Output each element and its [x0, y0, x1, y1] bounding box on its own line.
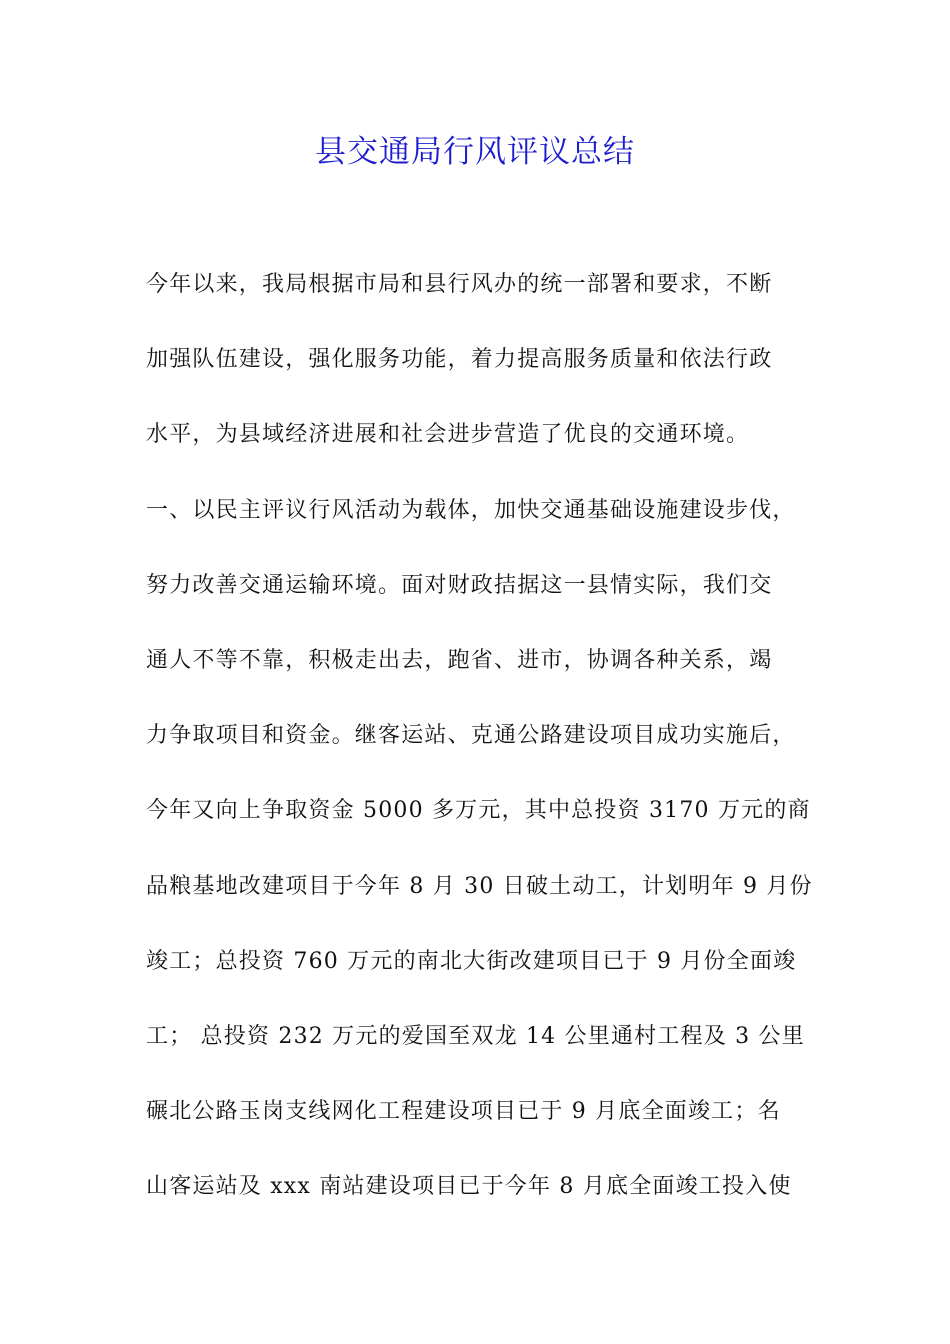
body-line: 今年又向上争取资金 5000 多万元，其中总投资 3170 万元的商: [146, 798, 811, 824]
document-body: [146, 260, 826, 1237]
body-line: 加强队伍建设，强化服务功能，着力提高服务质量和依法行政: [146, 347, 773, 373]
body-line: 竣工；总投资 760 万元的南北大街改建项目已于 9 月份全面竣: [146, 948, 797, 974]
body-line: 山客运站及 xxx 南站建设项目已于今年 8 月底全面竣工投入使: [146, 1174, 792, 1200]
body-line: 通人不等不靠，积极走出去，跑省、进市，协调各种关系，竭: [146, 647, 773, 673]
body-line: 碾北公路玉岗支线网化工程建设项目已于 9 月底全面竣工；名: [146, 1099, 781, 1125]
body-line: 品粮基地改建项目于今年 8 月 30 日破土动工，计划明年 9 月份: [146, 873, 813, 899]
body-line: 力争取项目和资金。继客运站、克通公路建设项目成功实施后，: [146, 723, 796, 749]
body-line: 工； 总投资 232 万元的爱国至双龙 14 公里通村工程及 3 公里: [146, 1023, 805, 1049]
document-title: 县交通局行风评议总结: [315, 134, 635, 170]
body-line: 水平，为县域经济进展和社会进步营造了优良的交通环境。: [146, 422, 750, 448]
body-line: 一、以民主评议行风活动为载体，加快交通基础设施建设步伐，: [146, 497, 796, 523]
body-line: 努力改善交通运输环境。面对财政拮据这一县情实际，我们交: [146, 572, 773, 598]
body-line: 今年以来，我局根据市局和县行风办的统一部署和要求，不断: [146, 272, 773, 297]
